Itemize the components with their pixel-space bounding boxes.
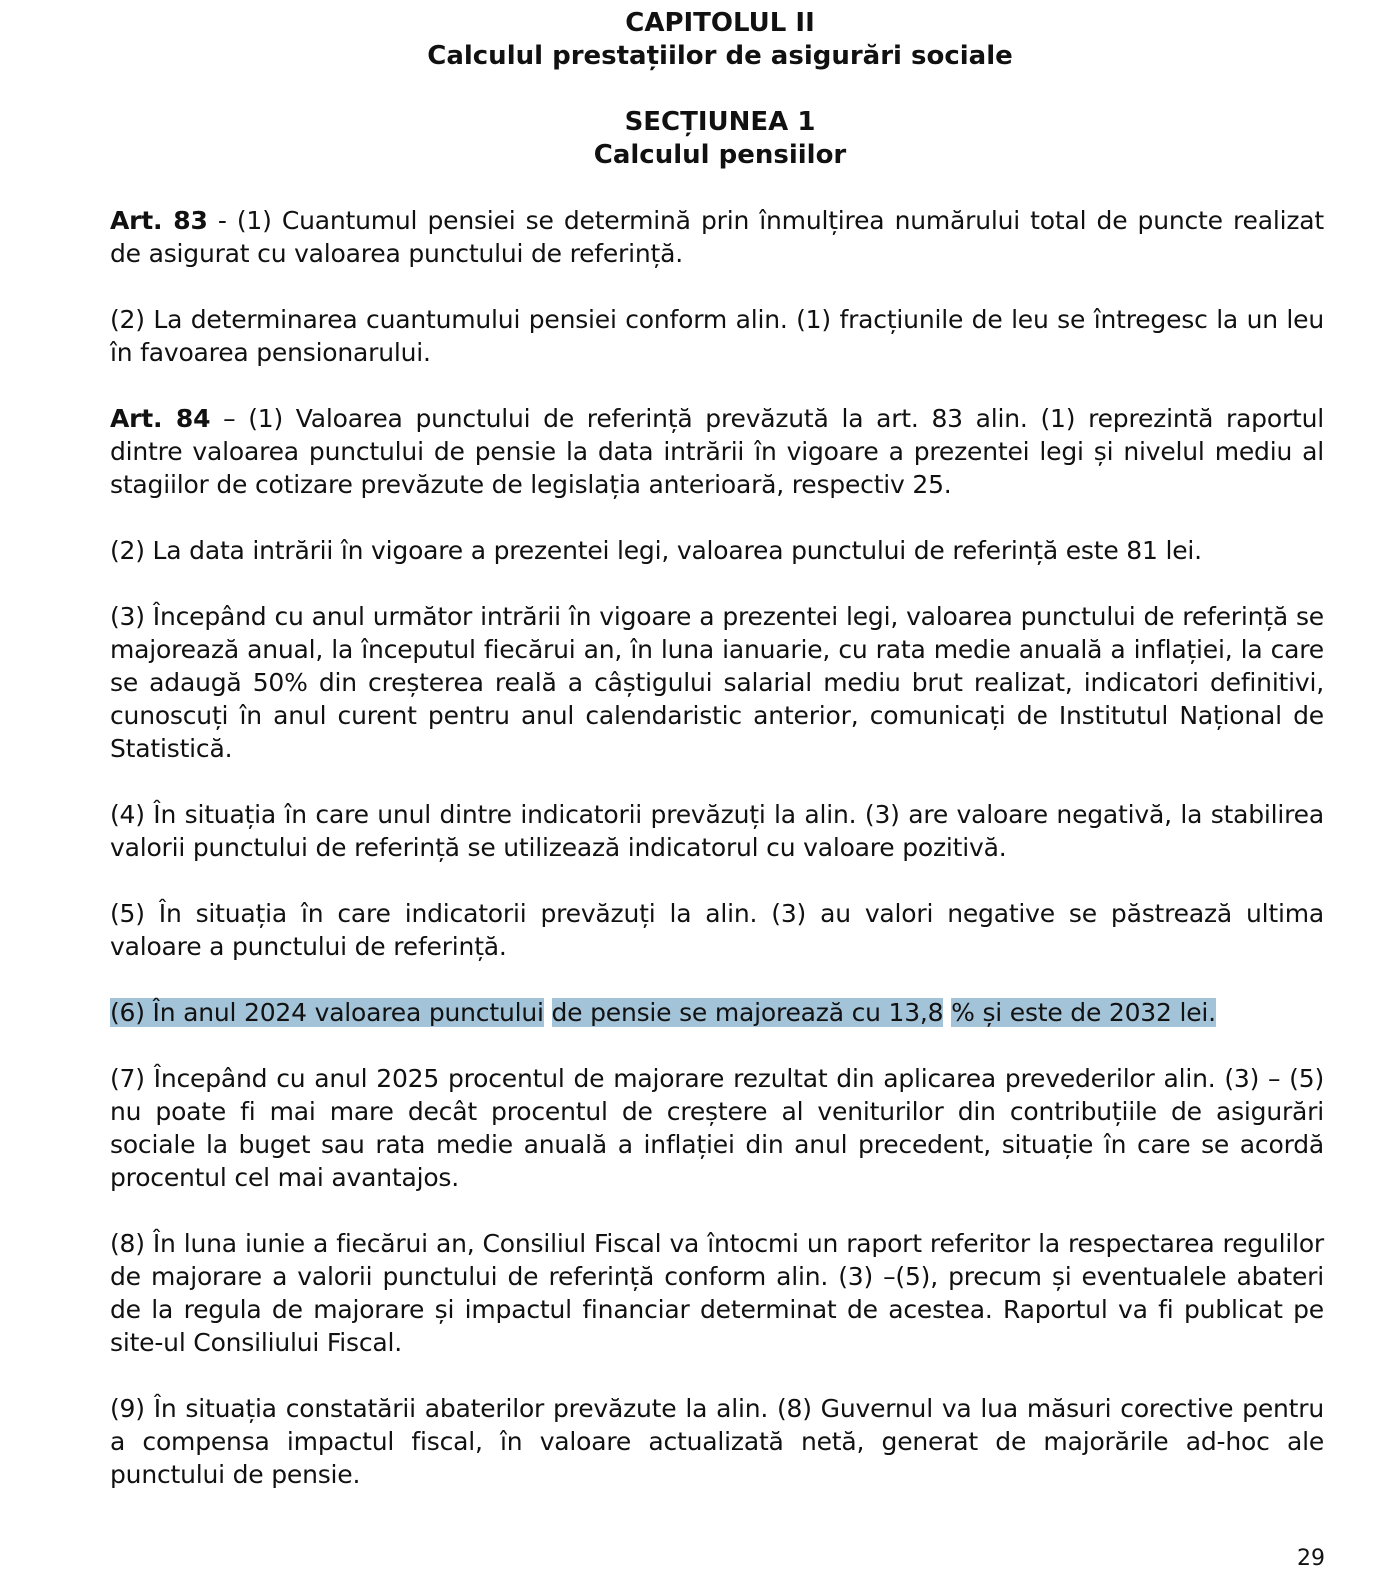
chapter-title: Calculul prestațiilor de asigurări sociale bbox=[427, 41, 1013, 71]
art84-paragraph-6-highlighted bbox=[110, 996, 1324, 1029]
chapter-heading: CAPITOLUL II bbox=[625, 8, 815, 38]
art83-paragraph-1 bbox=[110, 204, 1324, 270]
art84-paragraph-2: (2) La data intrării în vigoare a prezentei legi, valoarea punctului de referință este 81 lei. bbox=[110, 536, 1202, 565]
page-number: 29 bbox=[1297, 1546, 1325, 1571]
highlight-segment-1: (6) În anul 2024 valoarea punctului bbox=[110, 998, 544, 1027]
highlight-segment-2: de pensie se majorează cu 13,8 bbox=[551, 998, 944, 1027]
art84-paragraph-1 bbox=[110, 402, 1324, 501]
art84-paragraph-3: (3) Începând cu anul următor intrării în vigoare a prezentei legi, valoarea punctului de referință se majorează anual, la începutul fiecărui an, în luna ianuarie, cu rata medie anuală a inflației, la care se adaugă 50% din creșterea reală a câștigului salarial mediu brut realizat, indicatori definitivi, cunoscuți în anul curent pentru anul calendaristic anterior, comunicați de Institutul Național de Statistică. bbox=[110, 602, 1324, 763]
art83-paragraph-2: (2) La determinarea cuantumului pensiei conform alin. (1) fracțiunile de leu se întregesc la un leu în favoarea pensionarului. bbox=[110, 305, 1324, 367]
art84-paragraph-8: (8) În luna iunie a fiecărui an, Consiliul Fiscal va întocmi un raport referitor la respectarea regulilor de majorare a valorii punctului de referință conform alin. (3) –(5), precum și eventualele abateri de la regula de majorare și impactul financiar determinat de acestea. Raportul va fi publicat pe site-ul Consiliului Fiscal. bbox=[110, 1229, 1324, 1357]
art84-separator: – bbox=[210, 404, 249, 433]
art83-label: Art. 83 bbox=[110, 206, 208, 235]
art83-p1-text: (1) Cuantumul pensiei se determină prin înmulțirea numărului total de puncte realizat de asigurat cu valoarea punctului de referință. bbox=[110, 206, 1324, 268]
art83-separator: - bbox=[207, 206, 237, 235]
art84-paragraph-9: (9) În situația constatării abaterilor prevăzute la alin. (8) Guvernul va lua măsuri corective pentru a compensa impactul fiscal, în valoare actualizată netă, generat de majorările ad-hoc ale punctului de pensie. bbox=[110, 1394, 1324, 1489]
art84-label: Art. 84 bbox=[110, 404, 211, 433]
art84-p1-text: (1) Valoarea punctului de referință prevăzută la art. 83 alin. (1) reprezintă raportul dintre valoarea punctului de pensie la data intrării în vigoare a prezentei legi și nivelul mediu al stagiilor de cotizare prevăzute de legislația anterioară, respectiv 25. bbox=[110, 404, 1325, 499]
section-title: Calculul pensiilor bbox=[593, 140, 847, 170]
art84-paragraph-5: (5) În situația în care indicatorii prevăzuți la alin. (3) au valori negative se păstrează ultima valoare a punctului de referință. bbox=[110, 899, 1324, 961]
art84-paragraph-4: (4) În situația în care unul dintre indicatorii prevăzuți la alin. (3) are valoare negativă, la stabilirea valorii punctului de referință se utilizează indicatorul cu valoare pozitivă. bbox=[110, 800, 1324, 862]
art84-paragraph-7: (7) Începând cu anul 2025 procentul de majorare rezultat din aplicarea prevederilor alin. (3) – (5) nu poate fi mai mare decât procentul de creștere al veniturilor din contribuțiile de asigurări sociale la buget sau rata medie anuală a inflației din anul precedent, situație în care se acordă procentul cel mai avantajos. bbox=[110, 1064, 1324, 1192]
section-heading: SECȚIUNEA 1 bbox=[624, 107, 816, 137]
document-body bbox=[110, 204, 1324, 1524]
highlight-segment-3: % și este de 2032 lei. bbox=[951, 998, 1216, 1027]
